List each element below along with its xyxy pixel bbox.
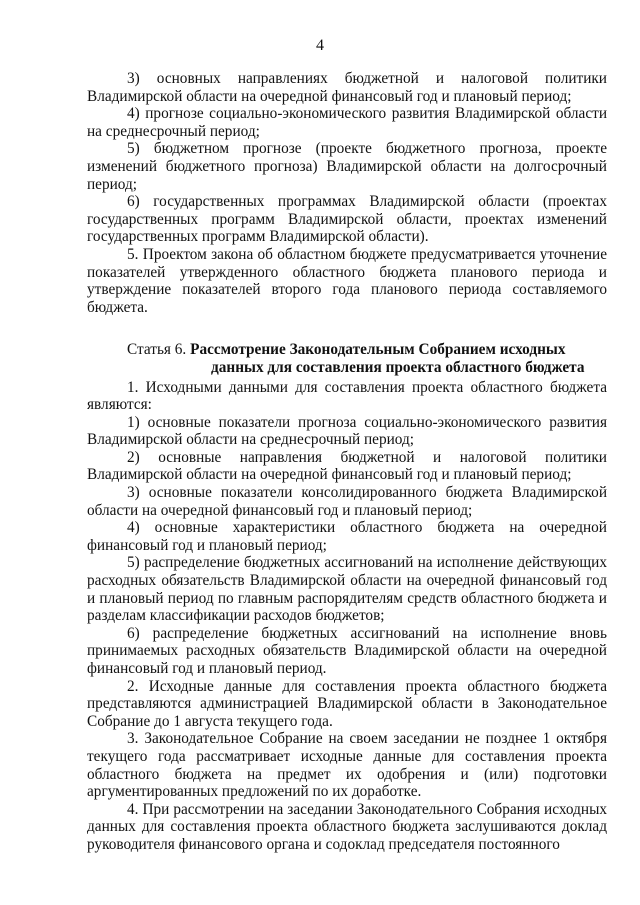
paragraph: 6) государственных программах Владимирской области (проектах государственных программ Владимирской области, проектах изменений государственных программ Владимирской области).	[87, 193, 607, 246]
paragraph: 3) основных направлениях бюджетной и налоговой политики Владимирской области на очередной финансовый год и плановый период;	[87, 70, 607, 105]
spacer	[87, 316, 607, 341]
article-number: Статья 6.	[127, 341, 187, 359]
paragraph: 6) распределение бюджетных ассигнований на исполнение вновь принимаемых расходных обязательств Владимирской области на очередной финансовый год и плановый период.	[87, 624, 607, 677]
paragraph: 3) основные показатели консолидированного бюджета Владимирской области на очередной финансовый год и плановый период;	[87, 484, 607, 519]
paragraph: 1) основные показатели прогноза социально-экономического развития Владимирской области на среднесрочный период;	[87, 413, 607, 449]
page-number: 4	[316, 37, 324, 54]
paragraph: 5) распределение бюджетных ассигнований на исполнение действующих расходных обязательств Владимирской области на очередной финансовый год и плановый период по главным распорядителям средств областного бюджета и разделам классификации расходов бюджетов;	[87, 554, 607, 625]
article-title-line2: данных для составления проекта областного бюджета	[211, 358, 585, 376]
paragraph: 1. Исходными данными для составления проекта областного бюджета являются:	[87, 378, 607, 414]
article-title-line1: Рассмотрение Законодательным Собранием исходных	[190, 341, 566, 359]
paragraph: 4. При рассмотрении на заседании Законодательного Собрания исходных данных для составления проекта областного бюджета заслушиваются доклад руководителя финансового органа и содоклад председателя постоянного	[87, 800, 607, 853]
paragraph: 2. Исходные данные для составления проекта областного бюджета представляются администрацией Владимирской области в Законодательное Собрание до 1 августа текущего года.	[87, 677, 607, 730]
paragraph: 5) бюджетном прогнозе (проекте бюджетного прогноза, проекте изменений бюджетного прогноза) Владимирской области на долгосрочный период;	[87, 140, 607, 193]
paragraph: 4) прогнозе социально-экономического развития Владимирской области на среднесрочный период;	[87, 105, 607, 140]
paragraph: 2) основные направления бюджетной и налоговой политики Владимирской области на очередной финансовый год и плановый период;	[87, 448, 607, 484]
paragraph: 4) основные характеристики областного бюджета на очередной финансовый год и плановый период;	[87, 519, 607, 554]
document-body	[87, 70, 607, 854]
paragraph: 5. Проектом закона об областном бюджете предусматривается уточнение показателей утвержденного областного бюджета планового периода и утверждение показателей второго года планового периода составляемого бюджета.	[87, 245, 607, 316]
paragraph: 3. Законодательное Собрание на своем заседании не позднее 1 октября текущего года рассматривает исходные данные для составления проекта областного бюджета на предмет их одобрения и (или) подготовки аргументированных предложений по их доработке.	[87, 730, 607, 801]
article-heading	[87, 341, 607, 376]
